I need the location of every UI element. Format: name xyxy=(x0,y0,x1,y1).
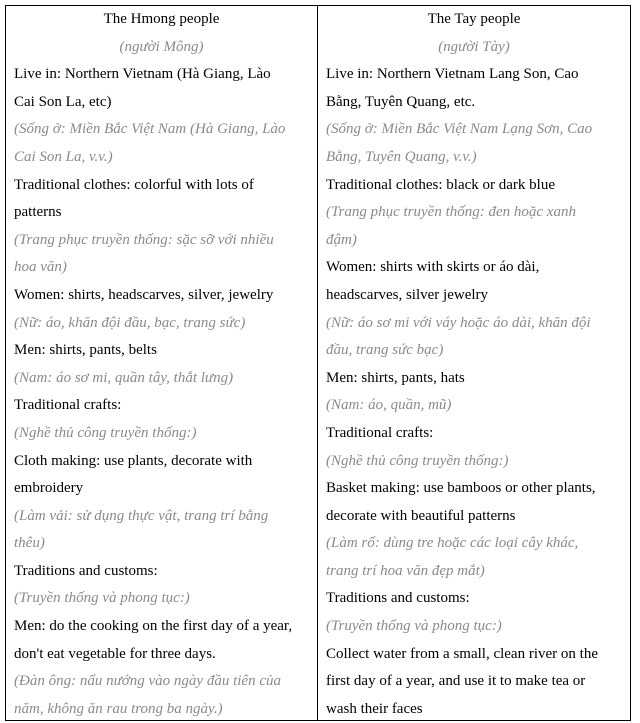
text-line: decorate with beautiful patterns xyxy=(326,507,516,524)
text-line: Traditional crafts: xyxy=(326,424,434,441)
translation-line: hoa văn) xyxy=(14,259,67,276)
translation-line: (Truyền thống và phong tục:) xyxy=(326,618,502,635)
column-header-translation: (người Mông) xyxy=(119,38,204,55)
text-line: wash their faces xyxy=(326,700,423,717)
translation-line: trang trí hoa văn đẹp mắt) xyxy=(326,562,485,579)
text-line: Bằng, Tuyên Quang, etc. xyxy=(326,93,476,110)
translation-line: (Trang phục truyền thống: đen hoặc xanh xyxy=(326,204,576,221)
text-line: Cai Son La, etc) xyxy=(14,93,112,110)
tay-column xyxy=(318,6,630,720)
translation-line: (Sống ở: Miền Bắc Việt Nam (Hà Giang, Lào xyxy=(14,121,286,138)
text-line: Basket making: use bamboos or other plants, xyxy=(326,480,596,497)
translation-line: năm, không ăn rau trong ba ngày.) xyxy=(14,700,223,717)
translation-line: (Sống ở: Miền Bắc Việt Nam Lạng Sơn, Cao xyxy=(326,121,593,138)
translation-line: (Nam: áo, quần, mũ) xyxy=(326,397,452,414)
hmong-column xyxy=(6,6,318,720)
translation-line: (Truyền thống và phong tục:) xyxy=(14,590,190,607)
translation-line: đậm) xyxy=(326,231,357,248)
translation-line: (Làm rổ: dùng tre hoặc các loại cây khác, xyxy=(326,535,579,552)
text-line: Traditional clothes: black or dark blue xyxy=(326,176,555,193)
text-line: Traditions and customs: xyxy=(14,562,158,579)
text-line: Traditional clothes: colorful with lots of xyxy=(14,176,254,193)
text-line: Traditional crafts: xyxy=(14,397,122,414)
translation-line: (Nam: áo sơ mi, quần tây, thắt lưng) xyxy=(14,369,234,386)
text-line: Live in: Northern Vietnam Lang Son, Cao xyxy=(326,66,579,83)
text-line: Traditions and customs: xyxy=(326,590,470,607)
column-header: The Tay people xyxy=(427,11,521,27)
text-line: first day of a year, and use it to make tea or xyxy=(326,673,586,690)
translation-line: Bằng, Tuyên Quang, v.v.) xyxy=(326,148,477,165)
translation-line: (Nữ: áo, khăn đội đầu, bạc, trang sức) xyxy=(14,314,246,331)
text-line: patterns xyxy=(14,204,62,221)
text-line: Women: shirts with skirts or áo dài, xyxy=(326,259,540,276)
text-line: Live in: Northern Vietnam (Hà Giang, Lào xyxy=(14,66,271,83)
column-header-translation: (người Tày) xyxy=(438,38,510,55)
text-line: headscarves, silver jewelry xyxy=(326,286,489,303)
translation-line: (Đàn ông: nấu nướng vào ngày đầu tiên của xyxy=(14,673,281,690)
text-line: Women: shirts, headscarves, silver, jewelry xyxy=(14,286,274,303)
text-line: don't eat vegetable for three days. xyxy=(14,645,216,662)
text-line: embroidery xyxy=(14,480,84,497)
translation-line: (Nữ: áo sơ mi với váy hoặc áo dài, khăn đội xyxy=(326,314,591,331)
translation-line: (Nghề thủ công truyền thống:) xyxy=(326,452,509,469)
translation-line: (Trang phục truyền thống: sặc sỡ với nhiều xyxy=(14,231,274,248)
translation-line: (Nghề thủ công truyền thống:) xyxy=(14,424,197,441)
column-header: The Hmong people xyxy=(103,11,220,27)
text-line: Men: shirts, pants, belts xyxy=(14,342,157,359)
text-line: Men: do the cooking on the first day of a year, xyxy=(14,618,293,635)
translation-line: đầu, trang sức bạc) xyxy=(326,342,444,359)
translation-line: thêu) xyxy=(14,535,45,552)
text-line: Cloth making: use plants, decorate with xyxy=(14,452,253,469)
translation-line: (Làm vải: sử dụng thực vật, trang trí bằng xyxy=(14,507,269,524)
translation-line: Cai Son La, v.v.) xyxy=(14,148,113,165)
text-line: Men: shirts, pants, hats xyxy=(326,369,465,386)
comparison-table xyxy=(5,5,631,721)
text-line: Collect water from a small, clean river on the xyxy=(326,645,598,662)
